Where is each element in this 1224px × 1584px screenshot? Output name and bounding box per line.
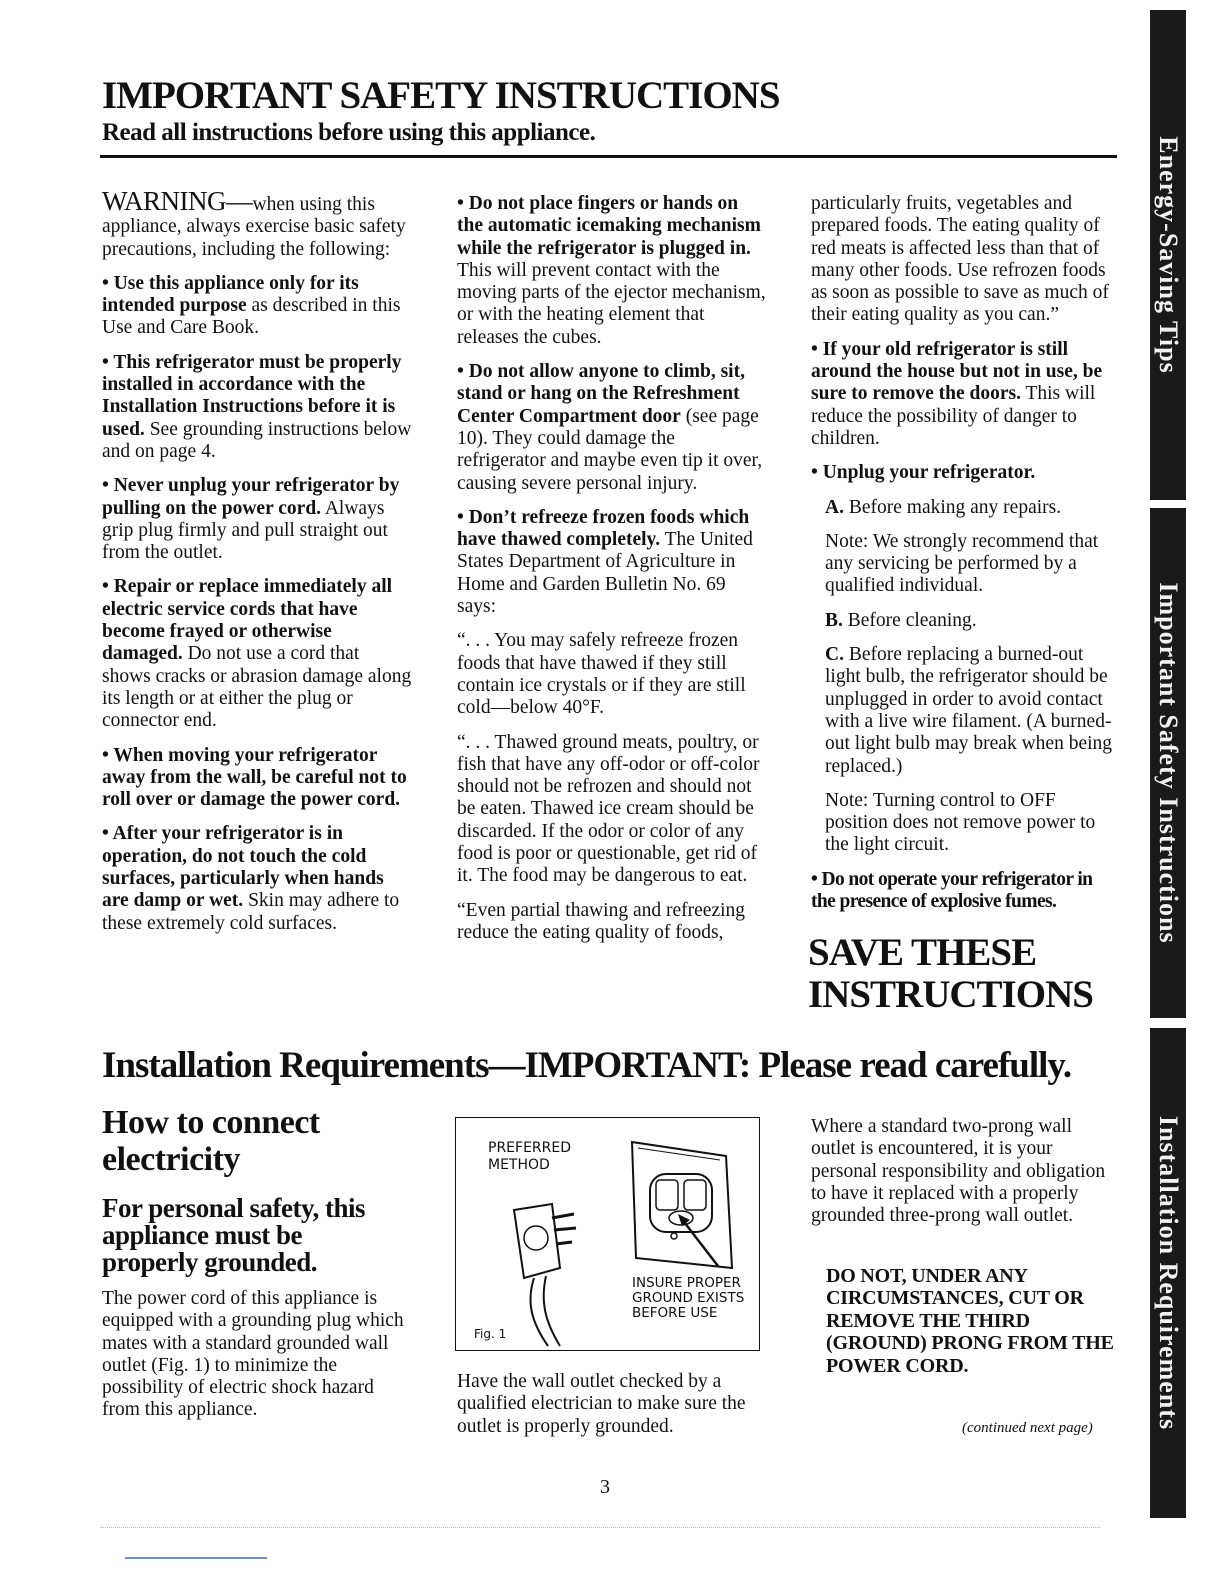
usda-quote-1: “. . . You may safely refreeze frozen foods that have thawed if they still contain ice crystals or if they are still cold—below 40°F. <box>457 630 746 719</box>
safety-item-text: This will prevent contact with the moving parts of the ejector mechanism, or with the heating element that releases the cubes. <box>457 259 766 348</box>
tab-label: Energy-Saving Tips <box>1154 136 1183 374</box>
safety-item-text: The United States Department of Agriculture in Home and Garden Bulletin No. 69 says: <box>457 529 753 618</box>
safety-item <box>811 339 1116 450</box>
safety-item <box>102 823 412 934</box>
figure-1 <box>455 1117 760 1351</box>
header-rule <box>100 155 1117 158</box>
safety-item-bold: • Do not allow anyone to climb, sit, stand or hang on the Refreshment Center Compartment door <box>457 361 745 427</box>
ground-note-line-2: GROUND EXISTS <box>632 1290 745 1306</box>
note-servicing: Note: We strongly recommend that any servicing be performed by a qualified individual. <box>825 530 1099 597</box>
installation-heading: Installation Requirements—IMPORTANT: Please read carefully. <box>102 1045 1072 1086</box>
safety-item-text: See grounding instructions below and on page 4. <box>102 418 412 462</box>
safety-item-bold: • Repair or replace immediately all electric service cords that have become frayed or otherwise damaged. <box>102 576 393 665</box>
scan-artifact-line <box>100 1527 1100 1528</box>
safety-item-bold: • Use this appliance only for its intended purpose <box>102 272 359 317</box>
safety-item-text: Skin may adhere to these extremely cold surfaces. <box>102 890 400 934</box>
heading-line-2: electricity <box>102 1141 240 1178</box>
figure-label-line-2: METHOD <box>488 1157 550 1173</box>
unplug-item-b <box>811 610 1116 632</box>
safety-item-bold: • When moving your refrigerator away from the wall, be careful not to roll over or damage the power cord. <box>102 744 407 811</box>
unplug-heading <box>811 462 1116 484</box>
warning-heading: WARNING— <box>102 186 253 216</box>
save-line-1: SAVE THESE <box>808 931 1037 974</box>
safety-item <box>457 193 767 349</box>
safety-item-text: as described in this Use and Care Book. <box>102 295 401 339</box>
safety-item <box>102 576 412 732</box>
figure-number: Fig. 1 <box>474 1327 507 1341</box>
page-number: 3 <box>600 1476 610 1498</box>
tab-label: Installation Requirements <box>1154 1115 1183 1431</box>
safety-item-bold: • This refrigerator must be properly installed in accordance with the Installation Instructions before it is used. <box>102 351 402 440</box>
safety-item <box>457 507 767 618</box>
page-subtitle: Read all instructions before using this appliance. <box>102 119 596 146</box>
safety-item-bold: • After your refrigerator is in operation, do not touch the cold surfaces, particularly when hands are damp or wet. <box>102 823 384 912</box>
scan-artifact-bar <box>125 1557 267 1559</box>
tab-installation-requirements[interactable] <box>1150 1028 1186 1518</box>
figure-caption: Have the wall outlet checked by a qualified electrician to make sure the outlet is properly grounded. <box>457 1371 746 1437</box>
note-control-off: Note: Turning control to OFF position does not remove power to the light circuit. <box>825 789 1096 856</box>
safety-item <box>457 361 767 495</box>
tab-label: Important Safety Instructions <box>1154 582 1183 944</box>
tab-energy-saving-tips[interactable] <box>1150 10 1186 500</box>
quote-continued: particularly fruits, vegetables and prepared foods. The eating quality of red meats is affected less than that of many other foods. Use refrozen foods as soon as possible to save as much of their eating quality as you can.” <box>811 193 1109 326</box>
safety-column-1 <box>102 186 412 947</box>
safety-item-bold: • Don’t refreeze frozen foods which have thawed completely. <box>457 506 750 551</box>
safety-item-text: This will reduce the possibility of danger to children. <box>811 383 1096 449</box>
item-text: Before replacing a burned-out light bulb, the refrigerator should be unplugged in order to avoid contact with a live wire filament. (A burned-out light bulb may break when being replaced.) <box>825 644 1113 777</box>
item-text: Before making any repairs. <box>843 496 1062 518</box>
figure-label-line-1: PREFERRED <box>488 1140 571 1156</box>
safety-column-3 <box>811 193 1116 925</box>
safety-item-text: Do not use a cord that shows cracks or abrasion damage along its length or at either the plug or connector end. <box>102 643 412 732</box>
safety-column-2 <box>457 193 767 956</box>
page-title: IMPORTANT SAFETY INSTRUCTIONS <box>102 74 780 117</box>
ground-prong-warning: DO NOT, UNDER ANY CIRCUMSTANCES, CUT OR REMOVE THE THIRD (GROUND) PRONG FROM THE POWER CORD. <box>826 1265 1114 1377</box>
heading-line-1: How to connect <box>102 1104 320 1141</box>
unplug-item-a <box>811 497 1116 519</box>
safety-item <box>102 745 412 812</box>
grounding-subheading: For personal safety, this appliance must be properly grounded. <box>102 1193 365 1277</box>
usda-quote-3: “Even partial thawing and refreezing reduce the eating quality of foods, <box>457 899 746 943</box>
safety-item-bold: • Do not operate your refrigerator in the presence of explosive fumes. <box>811 868 1093 913</box>
safety-item-bold: • If your old refrigerator is still around the house but not in use, be sure to remove the doors. <box>811 338 1103 405</box>
item-label: A. <box>825 496 844 518</box>
connect-electricity-heading <box>102 1104 320 1178</box>
item-text: Before cleaning. <box>842 609 977 631</box>
item-label: C. <box>825 644 844 666</box>
safety-item <box>102 273 412 340</box>
continued-next-page: (continued next page) <box>962 1420 1093 1436</box>
safety-item-text: Always grip plug firmly and pull straight out from the outlet. <box>102 497 388 564</box>
section-tabs-sidebar <box>1150 10 1186 1520</box>
grounding-body: The power cord of this appliance is equipped with a grounding plug which mates with a standard grounded wall outlet (Fig. 1) to minimize the possibility of electric shock hazard from this appliance. <box>102 1288 404 1421</box>
warning-paragraph <box>102 186 412 261</box>
unplug-heading-text: • Unplug your refrigerator. <box>811 462 1036 484</box>
ground-note-line-3: BEFORE USE <box>632 1305 718 1321</box>
warning-text: when using this appliance, always exercise basic safety precautions, including the following: <box>102 194 406 260</box>
safety-item <box>102 352 412 463</box>
usda-quote-2: “. . . Thawed ground meats, poultry, or fish that have any off-odor or off-color should not be refrozen and should not be eaten. Thawed ice cream should be discarded. If the odor or color of any food is poor or questionable, get rid of it. The food may be dangerous to eat. <box>457 731 760 887</box>
save-instructions-heading <box>808 932 1093 1016</box>
tab-important-safety-instructions[interactable] <box>1150 508 1186 1018</box>
unplug-item-c <box>811 644 1116 778</box>
save-line-2: INSTRUCTIONS <box>808 973 1093 1016</box>
item-label: B. <box>825 609 843 631</box>
safety-item-text: (see page 10). They could damage the refrigerator and maybe even tip it over, causing severe personal injury. <box>457 405 763 494</box>
safety-item <box>811 869 1116 914</box>
ground-note <box>632 1276 744 1321</box>
safety-item <box>102 475 412 564</box>
two-prong-paragraph: Where a standard two-prong wall outlet is encountered, it is your personal responsibility and obligation to have it replaced with a properly grounded three-prong wall outlet. <box>811 1116 1106 1227</box>
safety-item-bold: • Do not place fingers or hands on the automatic icemaking mechanism while the refrigerator is plugged in. <box>457 193 761 259</box>
ground-note-line-1: INSURE PROPER <box>632 1275 741 1291</box>
safety-item-bold: • Never unplug your refrigerator by pulling on the power cord. <box>102 475 400 519</box>
